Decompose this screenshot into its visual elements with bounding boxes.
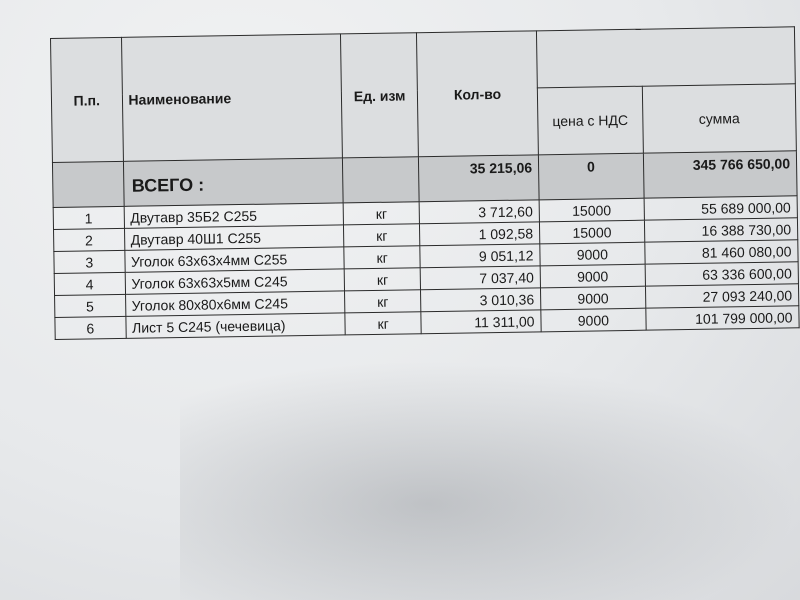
total-unit-cell xyxy=(343,157,420,203)
row-unit: кг xyxy=(343,202,419,225)
row-qty: 1 092,58 xyxy=(420,222,540,246)
row-qty: 9 051,12 xyxy=(420,244,540,268)
row-qty: 3 712,60 xyxy=(419,200,539,224)
row-sum: 16 388 730,00 xyxy=(644,218,798,242)
header-num: П.п. xyxy=(51,37,123,162)
row-num: 5 xyxy=(55,294,126,317)
row-qty: 7 037,40 xyxy=(420,266,540,290)
item-rows xyxy=(53,196,799,340)
row-name: Двутавр 40Ш1 С255 xyxy=(124,225,344,250)
row-unit: кг xyxy=(344,246,420,269)
row-num: 6 xyxy=(55,316,126,339)
row-name: Уголок 63х63х4мм С255 xyxy=(124,247,344,272)
row-num: 3 xyxy=(54,250,125,273)
specification-table xyxy=(50,26,800,340)
row-price: 9000 xyxy=(541,308,646,332)
row-sum: 55 689 000,00 xyxy=(644,196,798,220)
total-label: ВСЕГО : xyxy=(123,158,343,206)
header-group xyxy=(536,27,795,88)
row-name: Уголок 80х80х6мм С245 xyxy=(125,291,345,316)
header-qty: Кол-во xyxy=(417,31,539,157)
total-qty: 35 215,06 xyxy=(419,155,540,202)
row-price: 15000 xyxy=(539,198,644,222)
document xyxy=(50,26,800,340)
header-unit: Ед. изм xyxy=(341,33,419,158)
row-unit: кг xyxy=(344,224,420,247)
row-name: Лист 5 С245 (чечевица) xyxy=(125,313,345,338)
row-price: 9000 xyxy=(540,264,645,288)
row-num: 4 xyxy=(54,272,125,295)
row-name: Уголок 63х63х5мм С245 xyxy=(125,269,345,294)
total-price: 0 xyxy=(538,153,643,200)
row-num: 1 xyxy=(53,206,124,229)
row-unit: кг xyxy=(345,290,421,313)
row-sum: 101 799 000,00 xyxy=(646,306,800,330)
row-sum: 63 336 600,00 xyxy=(645,262,799,286)
row-sum: 81 460 080,00 xyxy=(645,240,799,264)
row-unit: кг xyxy=(344,268,420,291)
total-sum: 345 766 650,00 xyxy=(643,151,797,198)
row-sum: 27 093 240,00 xyxy=(645,284,799,308)
header-price: цена с НДС xyxy=(537,86,643,155)
row-price: 15000 xyxy=(539,220,644,244)
row-price: 9000 xyxy=(540,286,645,310)
total-num-cell xyxy=(52,161,123,207)
row-price: 9000 xyxy=(540,242,645,266)
header-sum: сумма xyxy=(642,84,796,153)
row-name: Двутавр 35Б2 С255 xyxy=(124,203,344,228)
row-qty: 11 311,00 xyxy=(421,310,541,334)
row-unit: кг xyxy=(345,312,421,335)
header-name: Наименование xyxy=(121,34,343,161)
row-qty: 3 010,36 xyxy=(421,288,541,312)
row-num: 2 xyxy=(54,228,125,251)
